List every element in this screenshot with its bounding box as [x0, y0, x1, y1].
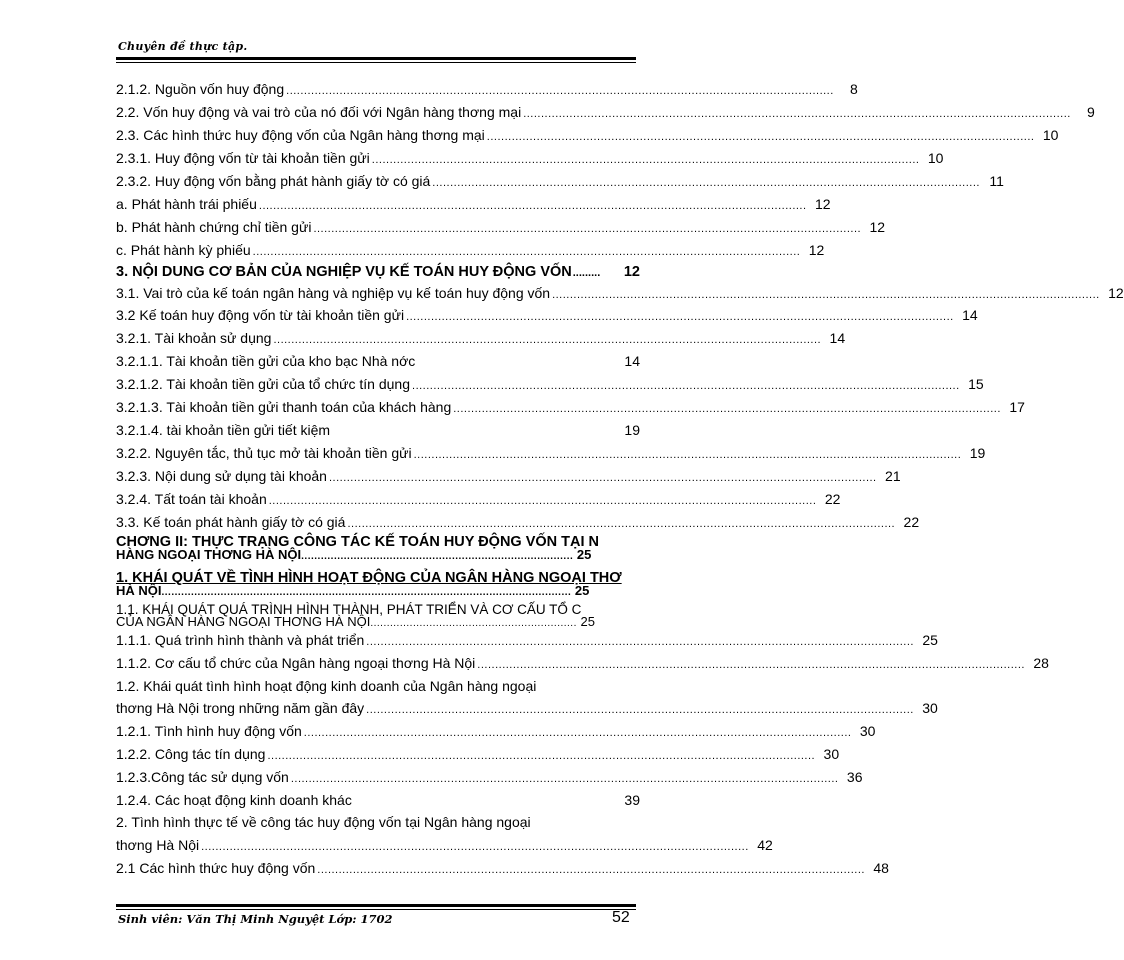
footer-rule-thin: [116, 909, 636, 910]
header-rule-thin: [116, 62, 636, 63]
header-rule-thick: [116, 57, 636, 60]
toc-entry[interactable]: 2.2. Vốn huy động và vai trò của nó đối với Ngân hàng thơng mại .......................................................................................................................................................... 9: [116, 104, 1095, 120]
toc-entry[interactable]: 1.2.3.Công tác sử dụng vốn .......................................................................................................................................................... 36: [116, 769, 863, 785]
footer-rule-thick: [116, 904, 636, 907]
toc-chapter-heading-cont: HÀNG NGOẠI THƠNG HÀ NỘI................................................................................... 25: [116, 547, 592, 562]
toc-entry[interactable]: 3.2.1.4. tài khoản tiền gửi tiết kiệm 19: [116, 422, 640, 438]
toc-entry[interactable]: 1.2. Khái quát tình hình hoạt động kinh doanh của Ngân hàng ngoại: [116, 678, 537, 694]
running-header: Chuyên đề thực tập.: [118, 40, 248, 53]
toc-entry[interactable]: 1.1.2. Cơ cấu tổ chức của Ngân hàng ngoại thơng Hà Nội .......................................................................................................................................................... 28: [116, 655, 1049, 671]
toc-entry[interactable]: a. Phát hành trái phiếu .......................................................................................................................................................... 12: [116, 196, 831, 212]
toc-heading-cont: HÀ NỘI............................................................................................................................. 25: [116, 583, 590, 598]
toc-entry[interactable]: 3.2.1.3. Tài khoản tiền gửi thanh toán của khách hàng .......................................................................................................................................................... 17: [116, 399, 1025, 415]
toc-entry[interactable]: 1.2.2. Công tác tín dụng .......................................................................................................................................................... 30: [116, 746, 840, 762]
toc-entry[interactable]: 2.3.1. Huy động vốn từ tài khoản tiền gửi .......................................................................................................................................................... 10: [116, 150, 944, 166]
toc-entry[interactable]: 3.1. Vai trò của kế toán ngân hàng và nghiệp vụ kế toán huy động vốn .......................................................................................................................................................... 12: [116, 285, 1124, 301]
toc-entry[interactable]: 3.2.1. Tài khoản sử dụng .......................................................................................................................................................... 14: [116, 330, 846, 346]
toc-heading[interactable]: 1. KHÁI QUÁT VỀ TÌNH HÌNH HOẠT ĐỘNG CỦA NGÂN HÀNG NGOẠI THƠ: [116, 570, 622, 586]
toc-entry[interactable]: 1.2.1. Tình hình huy động vốn .......................................................................................................................................................... 30: [116, 723, 876, 739]
toc-heading-cont: CỦA NGÂN HÀNG NGOẠI THƠNG HÀ NỘI............................................................... 25: [116, 614, 595, 629]
toc-entry[interactable]: 2.1.2. Nguồn vốn huy động .......................................................................................................................................................... 8: [116, 81, 858, 97]
toc-entry[interactable]: 3.2.1.2. Tài khoản tiền gửi của tổ chức tín dụng .......................................................................................................................................................... 15: [116, 376, 984, 392]
toc-entry[interactable]: c. Phát hành kỳ phiếu .......................................................................................................................................................... 12: [116, 242, 825, 258]
toc-entry[interactable]: 3.2.3. Nội dung sử dụng tài khoản .......................................................................................................................................................... 21: [116, 468, 901, 484]
toc-entry[interactable]: 1.2.4. Các hoạt động kinh doanh khác 39: [116, 792, 640, 808]
toc-entry[interactable]: 2.3. Các hình thức huy động vốn của Ngân hàng thơng mại .......................................................................................................................................................... 10: [116, 127, 1059, 143]
toc-entry[interactable]: 3.2 Kế toán huy động vốn từ tài khoản tiền gửi .......................................................................................................................................................... 14: [116, 307, 978, 323]
toc-heading[interactable]: 3. NỘI DUNG CƠ BẢN CỦA NGHIỆP VỤ KẾ TOÁN HUY ĐỘNG VỐN ......... 12: [116, 264, 640, 280]
toc-chapter-heading[interactable]: CHƠNG II: THỰC TRẠNG CÔNG TÁC KẾ TOÁN HUY ĐỘNG VỐN TẠI N: [116, 534, 600, 550]
toc-entry[interactable]: 3.2.1.1. Tài khoản tiền gửi của kho bạc Nhà nớc 14: [116, 353, 640, 369]
toc-entry[interactable]: 3.2.4. Tất toán tài khoản .......................................................................................................................................................... 22: [116, 491, 841, 507]
page-number: 52: [612, 909, 630, 926]
toc-entry[interactable]: b. Phát hành chứng chỉ tiền gửi .......................................................................................................................................................... 12: [116, 219, 886, 235]
toc-entry[interactable]: 2.1 Các hình thức huy động vốn .......................................................................................................................................................... 48: [116, 860, 889, 876]
toc-entry[interactable]: 3.3. Kế toán phát hành giấy tờ có giá .......................................................................................................................................................... 22: [116, 514, 920, 530]
toc-entry-cont: thơng Hà Nội .......................................................................................................................................................... 42: [116, 837, 773, 853]
toc-heading[interactable]: 1.1. KHÁI QUÁT QUÁ TRÌNH HÌNH THÀNH, PHÁT TRIỂN VÀ CƠ CẤU TỔ C: [116, 602, 582, 617]
toc-entry-cont: thơng Hà Nội trong những năm gần đây .......................................................................................................................................................... 30: [116, 700, 938, 716]
running-footer: Sinh viên: Văn Thị Minh Nguyệt Lớp: 1702: [118, 912, 393, 926]
toc-entry[interactable]: 2.3.2. Huy động vốn bằng phát hành giấy tờ có giá .......................................................................................................................................................... 11: [116, 173, 1004, 189]
toc-entry[interactable]: 3.2.2. Nguyên tắc, thủ tục mở tài khoản tiền gửi .......................................................................................................................................................... 19: [116, 445, 986, 461]
toc-entry[interactable]: 2. Tình hình thực tế về công tác huy động vốn tại Ngân hàng ngoại: [116, 814, 531, 830]
toc-entry[interactable]: 1.1.1. Quá trình hình thành và phát triển .......................................................................................................................................................... 25: [116, 632, 938, 648]
